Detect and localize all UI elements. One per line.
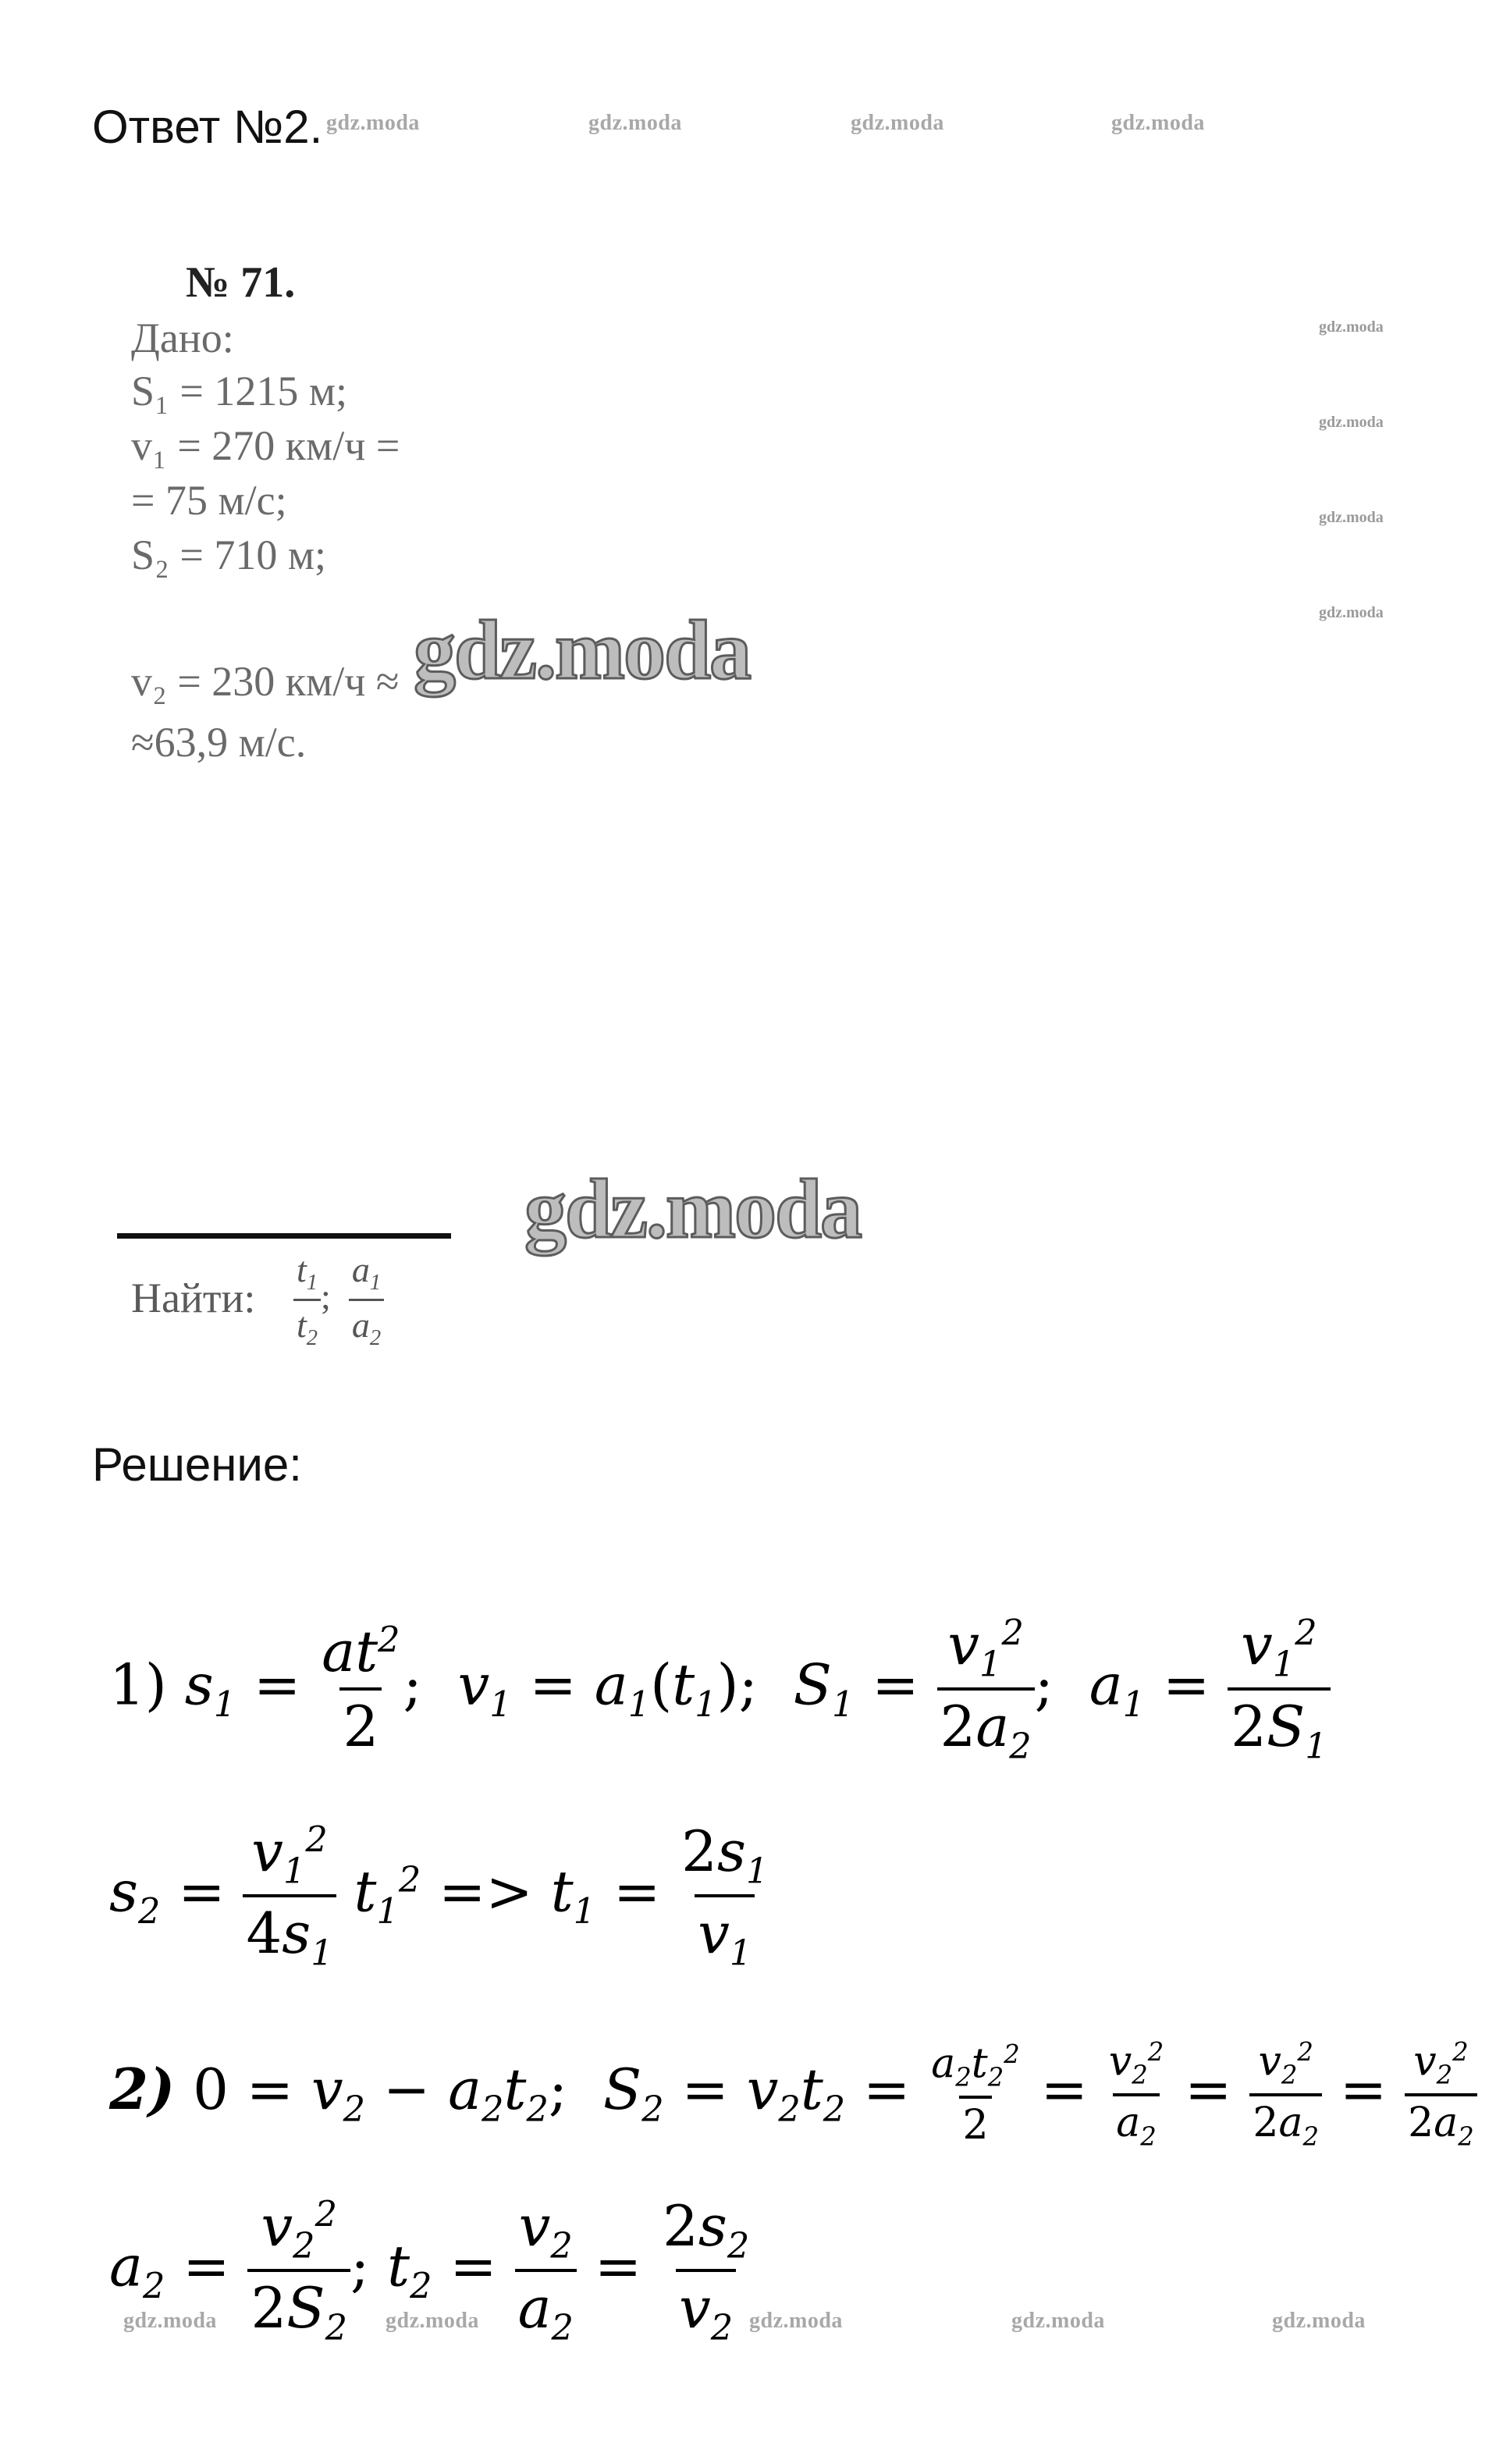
watermark: gdz.moda xyxy=(326,111,420,135)
formula-step1: 1) $s_1$ = $\frac{at^2}{2}$ ; $v_1 = a_1(t_1)$; $S_1$ = $\frac{v_1^2}{2a_2}$ ; $a_1$ = $\frac{v_1^2}{2S_1}$ xyxy=(109,1612,1331,1767)
given-v2-ms: ≈63,9 м/с. xyxy=(131,719,307,766)
watermark: gdz.moda xyxy=(1319,414,1384,431)
find-ratio-t: $\frac{t_1}{t_2}$ ; $\frac{a_1}{a_2}$ xyxy=(293,1249,384,1351)
watermark: gdz.moda xyxy=(1111,111,1205,135)
find-label: Найти: xyxy=(131,1275,256,1321)
given-v2: v₂ = 230 км/ч ≈ xyxy=(131,658,400,705)
formula-a2-t2: $a_2$ = $\frac{v_2^2}{2S_2}$ ; $t_2$ = $\frac{v_2}{a_2}$ = $\frac{2s_2}{v_2}$ xyxy=(109,2193,750,2348)
given-s1: S₁ = 1215 м; xyxy=(131,368,347,414)
given-v1: v₁ = 270 км/ч = xyxy=(131,422,400,469)
watermark: gdz.moda xyxy=(386,2309,479,2333)
watermark: gdz.moda xyxy=(1319,318,1384,336)
solution-label: Решение: xyxy=(92,1438,302,1491)
watermark-large: gdz.moda xyxy=(524,1163,862,1256)
watermark: gdz.moda xyxy=(851,111,944,135)
watermark-large: gdz.moda xyxy=(414,604,751,697)
watermark: gdz.moda xyxy=(1011,2309,1105,2333)
watermark: gdz.moda xyxy=(1272,2309,1366,2333)
watermark: gdz.moda xyxy=(749,2309,843,2333)
formula-step2: 2) $0 = v_2 - a_2t_2$; $S_2 = v_2t_2$ = $\frac{a_2t_2^2}{2}$ = $\frac{v_2^2}{a_2}$ = $\frac{v_2^2}{2a_2}$ = $\frac{v_2^2}{2a_2}$ xyxy=(109,2037,1477,2151)
given-v1-ms: = 75 м/с; xyxy=(131,477,287,524)
given-s2: S₂ = 710 м; xyxy=(131,532,326,578)
problem-number: № 71. xyxy=(186,258,296,307)
watermark: gdz.moda xyxy=(588,111,682,135)
find-separator: ; xyxy=(321,1276,331,1317)
watermark: gdz.moda xyxy=(1319,604,1384,621)
watermark: gdz.moda xyxy=(123,2309,217,2333)
step2-prefix: 2) xyxy=(109,2056,176,2123)
divider xyxy=(117,1233,451,1239)
answer-title: Ответ №2. xyxy=(92,101,323,153)
watermark: gdz.moda xyxy=(1319,509,1384,526)
given-label: Дано: xyxy=(131,315,234,361)
formula-s2: $s_2$ = $\frac{v_1^2}{4s_1}$ $t_1^2 => t_1$ = $\frac{2s_1}{v_1}$ xyxy=(109,1819,769,1974)
step1-prefix: 1) xyxy=(109,1652,167,1718)
